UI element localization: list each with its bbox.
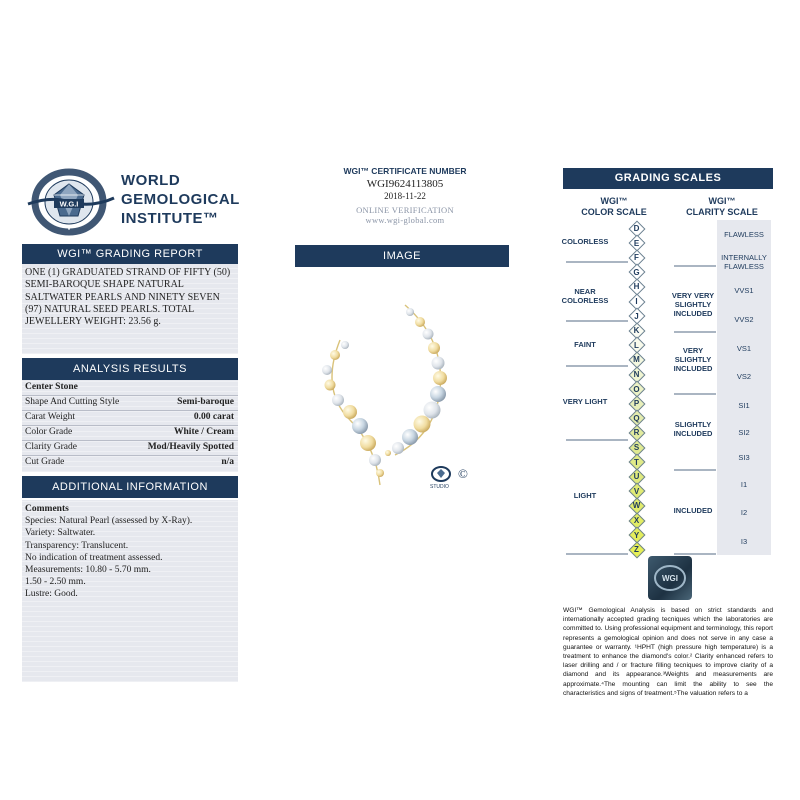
letter-label: Z	[634, 545, 639, 555]
certificate-block	[320, 166, 490, 225]
row-label: Color Grade	[25, 427, 73, 437]
clarity-grade-label: VS2	[736, 372, 752, 381]
comment-line: Transparency: Translucent.	[25, 540, 129, 551]
row-label: Clarity Grade	[25, 442, 77, 452]
analysis-row	[22, 410, 238, 426]
letter-label: U	[633, 472, 640, 482]
clarity-grade-box	[717, 470, 771, 499]
svg-text:★: ★	[67, 226, 71, 231]
wgi-logo	[22, 168, 117, 236]
row-value: White / Cream	[174, 427, 234, 437]
clarity-grade-label: SI2	[738, 428, 750, 437]
website-link[interactable]: www.wgi-global.com	[365, 215, 445, 225]
grading-scales-header: GRADING SCALES	[563, 168, 773, 189]
letter-label: Q	[633, 413, 640, 423]
letter-label: J	[634, 311, 639, 321]
color-category-colorless: COLORLESS	[561, 237, 609, 246]
globe-logo-icon	[22, 168, 117, 236]
clarity-scale-title	[672, 196, 772, 218]
analysis-row	[22, 425, 238, 441]
letter-label: I	[635, 297, 638, 306]
logo-line-3: INSTITUTE™	[121, 210, 219, 227]
svg-text:WGI: WGI	[662, 574, 678, 583]
studio-logo-icon	[430, 466, 452, 482]
certificate-label: WGI™ CERTIFICATE NUMBER	[343, 166, 467, 176]
letter-label: V	[633, 486, 640, 496]
letter-label: R	[633, 428, 640, 438]
letter-label: Y	[633, 530, 640, 540]
comment-line: Lustre: Good.	[25, 589, 78, 600]
clarity-category-included: INCLUDED	[673, 506, 713, 515]
color-category-very-light: VERY LIGHT	[562, 397, 608, 406]
row-label: Cut Grade	[25, 457, 65, 467]
letter-label: K	[633, 326, 640, 336]
color-category-light: LIGHT	[573, 491, 597, 500]
report-description: ONE (1) GRADUATED STRAND OF FIFTY (50) SEMI-BAROQUE SHAPE NATURAL SALTWATER PEARLS AND NINETY SEVEN (97) NATURAL SEED PEARLS. TOTAL JEWELLERY WEIGHT: 23.56 g.	[22, 264, 238, 354]
logo-line-2: GEMOLOGICAL	[121, 191, 240, 208]
clarity-grade-label: I2	[740, 508, 748, 517]
comment-line: 1.50 - 2.50 mm.	[25, 577, 86, 588]
comment-line: Variety: Saltwater.	[25, 528, 96, 539]
color-category-near-colorless: NEAR COLORLESS	[561, 287, 609, 305]
letter-label: W	[632, 501, 641, 511]
logo-line-1: WORLD	[121, 172, 181, 189]
image-header: IMAGE	[295, 245, 509, 267]
analysis-row	[22, 440, 238, 456]
color-scale-grid	[566, 218, 662, 556]
letter-label: L	[634, 340, 639, 350]
clarity-grade-box	[717, 391, 771, 421]
letter-label: N	[633, 370, 640, 379]
letter-label: X	[633, 516, 640, 525]
clarity-category-vvs: VERY VERY SLIGHTLY INCLUDED	[671, 291, 715, 318]
institute-name	[121, 171, 240, 228]
row-value: n/a	[221, 457, 234, 467]
comment-line: Species: Natural Pearl (assessed by X-Ray).	[25, 516, 193, 527]
analysis-row	[22, 395, 238, 411]
svg-text:W.G.I: W.G.I	[59, 199, 79, 209]
hologram-seal	[648, 556, 692, 600]
analysis-table	[22, 380, 238, 472]
clarity-grade-box	[717, 498, 771, 528]
color-scale-title-2: COLOR SCALE	[581, 207, 647, 217]
clarity-grade-box	[717, 305, 771, 335]
clarity-grade-label: I3	[740, 536, 748, 546]
clarity-grade-box	[717, 220, 771, 249]
clarity-grade-label: VVS1	[734, 286, 754, 295]
color-scale-lines	[566, 218, 662, 556]
letter-label: P	[633, 399, 640, 409]
clarity-grade-label: VS1	[736, 343, 752, 353]
row-value: 0.00 carat	[193, 412, 234, 422]
row-value: Semi-baroque	[177, 397, 234, 407]
letter-label: D	[633, 224, 640, 233]
letter-label: H	[633, 282, 640, 292]
clarity-category-vs: VERY SLIGHTLY INCLUDED	[673, 346, 713, 373]
clarity-grade-box	[717, 334, 771, 363]
row-label: Shape And Cutting Style	[25, 397, 120, 407]
grading-report-header: WGI™ GRADING REPORT	[22, 244, 238, 264]
color-scale-title	[566, 196, 662, 218]
hologram-icon	[648, 556, 692, 600]
row-value: Mod/Heavily Spotted	[147, 442, 234, 452]
analysis-row	[22, 455, 238, 470]
clarity-grade-box	[717, 527, 771, 556]
clarity-grade-label: INTERNALLY FLAWLESS	[721, 253, 767, 271]
comments-panel	[22, 500, 238, 682]
letter-label: M	[633, 355, 640, 365]
additional-info-header: ADDITIONAL INFORMATION	[22, 476, 238, 498]
comment-line: Measurements: 10.80 - 5.70 mm.	[25, 565, 151, 576]
studio-label: STUDIO	[430, 484, 449, 490]
clarity-category-si: SLIGHTLY INCLUDED	[673, 420, 713, 438]
comment-line: No indication of treatment assessed.	[25, 552, 163, 563]
letter-label: E	[633, 238, 640, 248]
letter-label: S	[633, 443, 640, 452]
letter-label: G	[633, 267, 640, 277]
clarity-grade-box	[717, 445, 771, 471]
clarity-grade-box	[717, 420, 771, 446]
clarity-grade-label: VVS2	[734, 315, 754, 324]
clarity-grade-label: SI3	[738, 453, 750, 462]
center-stone-row	[22, 380, 238, 396]
clarity-grade-box	[717, 276, 771, 306]
clarity-grade-label: I1	[740, 479, 748, 489]
comments-label: Comments	[25, 504, 69, 514]
clarity-grade-label: FLAWLESS	[724, 229, 764, 239]
certificate-date: 2018-11-22	[384, 191, 426, 201]
certificate-number: WGI9624113805	[366, 178, 444, 190]
letter-label: T	[634, 457, 639, 467]
clarity-grade-box	[717, 248, 771, 277]
clarity-grade-label: SI1	[738, 401, 750, 410]
color-grade-letter	[629, 542, 644, 557]
center-stone-label: Center Stone	[25, 382, 78, 392]
clarity-scale-title-2: CLARITY SCALE	[686, 207, 758, 217]
letter-label: F	[634, 253, 639, 263]
copyright-symbol: ©	[458, 466, 468, 481]
letter-label: O	[633, 384, 640, 394]
clarity-grade-box	[717, 362, 771, 392]
analysis-results-header: ANALYSIS RESULTS	[22, 358, 238, 380]
color-category-faint: FAINT	[574, 340, 596, 349]
color-scale-title-1: WGI™	[600, 196, 628, 206]
clarity-scale-title-1: WGI™	[708, 196, 736, 206]
online-verification: ONLINE VERIFICATION	[356, 205, 454, 215]
row-label: Carat Weight	[25, 412, 75, 422]
disclaimer-text: WGI™ Gemological Analysis is based on strict standards and internationally accepted grading tecniques which the laboratories are committed to. Using professional equipment and terminology, this report represents a gemological opinion and does not serve in any case a guarantee or warranty. ¹HPHT (high pressure high temperature) is a treatment to enhance the diamond's color.² Clarity enhanced refers to laser drilling and / or fracture filling tecniques to improve clarity of a diamond and its appearance.³Weights and measurements are approximate.⁴The mounting can limit the ability to see the characteristics and signs of treatment.⁵The valuation refers to a	[563, 607, 773, 697]
studio-watermark	[430, 466, 480, 496]
